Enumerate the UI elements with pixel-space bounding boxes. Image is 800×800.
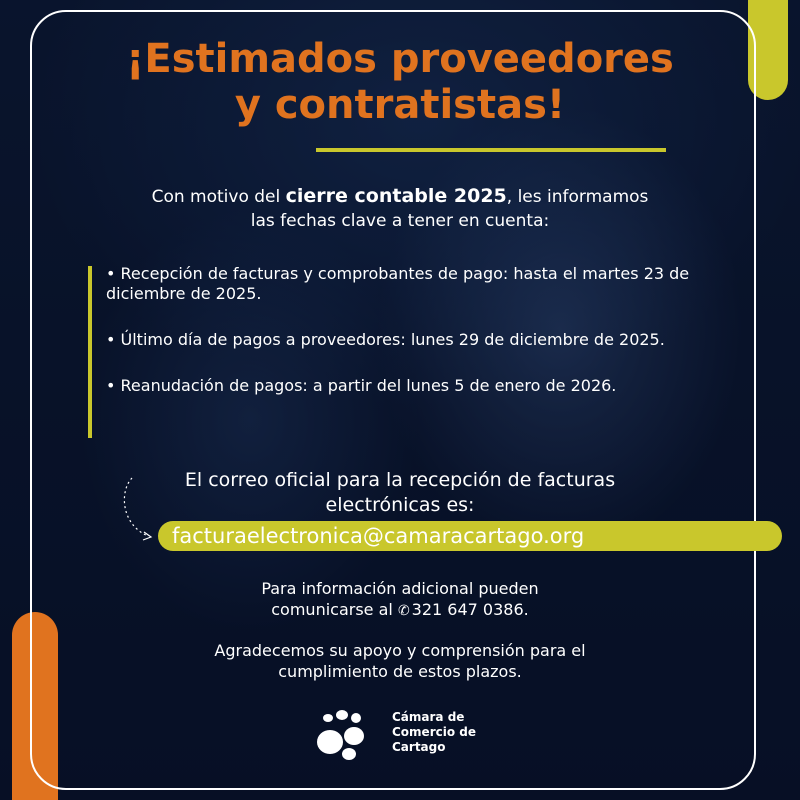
intro-part-2: , les informamos xyxy=(506,187,649,207)
intro-line-2: las fechas clave a tener en cuenta: xyxy=(250,211,550,231)
email-intro xyxy=(120,468,680,518)
intro-emphasis: cierre contable 2025 xyxy=(285,185,507,207)
page-title xyxy=(0,36,800,128)
list-item: • Último día de pagos a proveedores: lunes 29 de diciembre de 2025. xyxy=(106,330,665,349)
list-item: • Reanudación de pagos: a partir del lunes 5 de enero de 2026. xyxy=(106,376,617,395)
bullets-accent-bar xyxy=(88,266,92,438)
intro-part-1: Con motivo del xyxy=(151,187,286,207)
phone-number[interactable]: 321 647 0386. xyxy=(411,600,529,619)
title-line-2: y contratistas! xyxy=(234,82,566,128)
title-line-1: ¡Estimados proveedores xyxy=(126,36,674,82)
phone-icon: ✆ xyxy=(397,603,410,619)
title-underline xyxy=(316,148,666,152)
list-item: • Recepción de facturas y comprobantes de pago: hasta el martes 23 de diciembre de 2025. xyxy=(106,264,690,303)
thanks-text xyxy=(120,640,680,682)
logo-line-1: Cámara de xyxy=(392,710,465,724)
intro-text xyxy=(80,184,720,233)
email-intro-line-2: electrónicas es: xyxy=(325,494,475,516)
thanks-line-2: cumplimiento de estos plazos. xyxy=(278,662,522,681)
key-dates-list xyxy=(106,264,706,396)
email-intro-line-1: El correo oficial para la recepción de facturas xyxy=(184,469,616,491)
logo-text xyxy=(392,710,552,755)
logo-line-3: Cartago xyxy=(392,740,446,754)
contact-line-2-prefix: comunicarse al xyxy=(271,600,398,619)
dots-logo-icon xyxy=(314,706,370,762)
thanks-line-1: Agradecemos su apoyo y comprensión para el xyxy=(214,641,586,660)
logo-line-2: Comercio de xyxy=(392,725,476,739)
email-address-link[interactable]: facturaelectronica@camaracartago.org xyxy=(172,524,585,548)
contact-info xyxy=(150,578,650,622)
contact-line-1: Para información adicional pueden xyxy=(261,579,539,598)
